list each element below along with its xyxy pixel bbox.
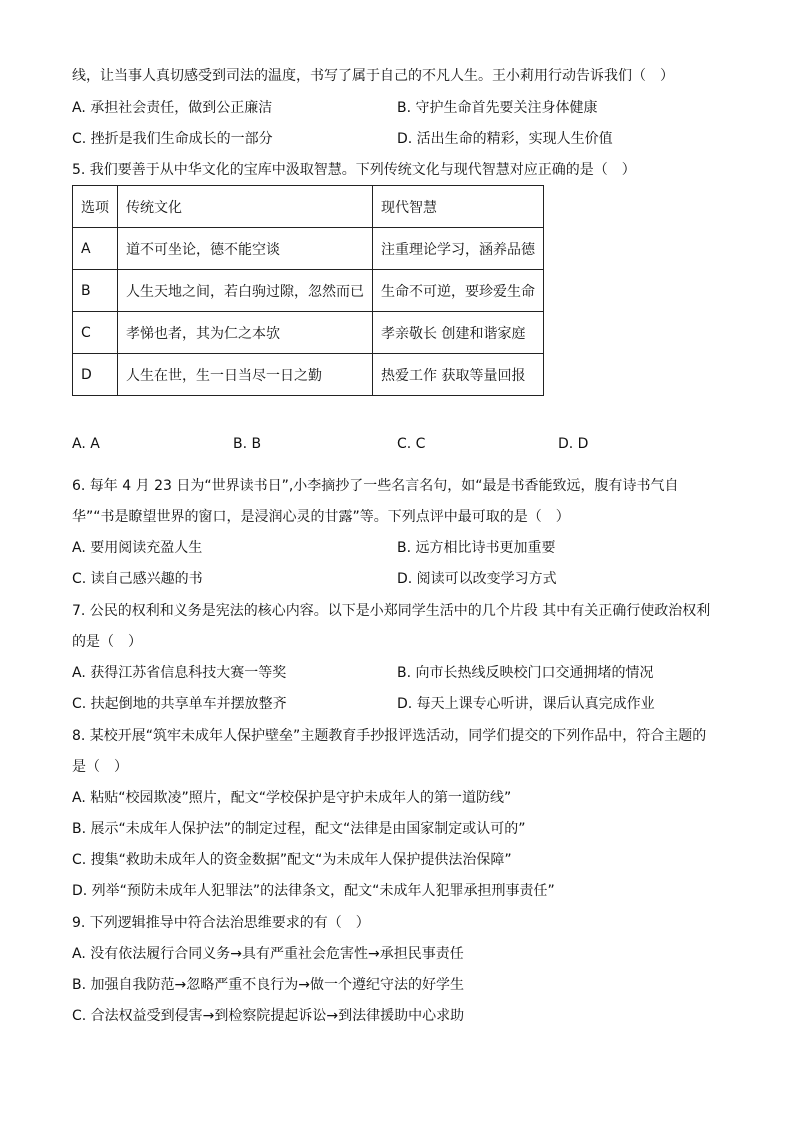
q6-option-d[interactable]: D. 阅读可以改变学习方式 bbox=[397, 571, 557, 587]
table-cell: 孝亲敬长 创建和谐家庭 bbox=[373, 312, 544, 354]
q9-option-c[interactable]: C. 合法权益受到侵害→到检察院提起诉讼→到法律援助中心求助 bbox=[72, 1008, 465, 1024]
q5-option-c[interactable]: C. C bbox=[397, 436, 426, 452]
q8-stem-line1: 8. 某校开展“筑牢未成年人保护壁垒”主题教育手抄报评选活动，同学们提交的下列作品中，符合主题的 bbox=[72, 728, 707, 744]
q8-option-d[interactable]: D. 列举“预防未成年人犯罪法”的法律条文，配文“未成年人犯罪承担刑事责任” bbox=[72, 883, 555, 899]
q8-option-b[interactable]: B. 展示“未成年人保护法”的制定过程，配文“法律是由国家制定或认可的” bbox=[72, 821, 526, 837]
table-cell: 人生天地之间，若白驹过隙，忽然而已 bbox=[118, 270, 373, 312]
table-row bbox=[73, 270, 544, 312]
table-cell: 生命不可逆，要珍爱生命 bbox=[373, 270, 544, 312]
q4-option-c[interactable]: C. 挫折是我们生命成长的一部分 bbox=[72, 131, 273, 147]
table-cell: 热爱工作 获取等量回报 bbox=[373, 354, 544, 396]
table-cell: 注重理论学习，涵养品德 bbox=[373, 228, 544, 270]
q6-option-a[interactable]: A. 要用阅读充盈人生 bbox=[72, 540, 203, 556]
q9-stem: 9. 下列逻辑推导中符合法治思维要求的有（ ） bbox=[72, 915, 370, 931]
q4-option-a[interactable]: A. 承担社会责任，做到公正廉洁 bbox=[72, 100, 273, 116]
q6-stem-line1: 6. 每年 4 月 23 日为“世界读书日”,小李摘抄了一些名言名句，如“最是书香能致远，腹有诗书气自 bbox=[72, 478, 679, 494]
table-cell: 人生在世，生一日当尽一日之勤 bbox=[118, 354, 373, 396]
q8-option-a[interactable]: A. 粘贴“校园欺凌”照片，配文“学校保护是守护未成年人的第一道防线” bbox=[72, 790, 512, 806]
q6-option-c[interactable]: C. 读自己感兴趣的书 bbox=[72, 571, 203, 587]
table-cell: 孝悌也者，其为仁之本欤 bbox=[118, 312, 373, 354]
table-cell: D bbox=[73, 354, 118, 396]
q4-option-b[interactable]: B. 守护生命首先要关注身体健康 bbox=[397, 100, 598, 116]
table-row bbox=[73, 354, 544, 396]
table-cell: C bbox=[73, 312, 118, 354]
q7-stem-line2: 的是（ ） bbox=[72, 634, 142, 650]
q6-stem-line2: 华”“书是瞭望世界的窗口，是浸润心灵的甘露”等。下列点评中最可取的是（ ） bbox=[72, 509, 570, 525]
q8-option-c[interactable]: C. 搜集“救助未成年人的资金数据”配文“为未成年人保护提供法治保障” bbox=[72, 852, 512, 868]
q4-option-d[interactable]: D. 活出生命的精彩，实现人生价值 bbox=[397, 131, 613, 147]
q6-option-b[interactable]: B. 远方相比诗书更加重要 bbox=[397, 540, 556, 556]
table-header-row bbox=[73, 186, 544, 228]
table-header-cell: 传统文化 bbox=[118, 186, 373, 228]
q7-option-d[interactable]: D. 每天上课专心听讲，课后认真完成作业 bbox=[397, 696, 655, 712]
q7-option-c[interactable]: C. 扶起倒地的共享单车并摆放整齐 bbox=[72, 696, 287, 712]
q5-table bbox=[72, 185, 544, 396]
q9-option-b[interactable]: B. 加强自我防范→忽略严重不良行为→做一个遵纪守法的好学生 bbox=[72, 977, 464, 993]
table-cell: B bbox=[73, 270, 118, 312]
table-cell: 道不可坐论，德不能空谈 bbox=[118, 228, 373, 270]
q5-option-b[interactable]: B. B bbox=[233, 436, 262, 452]
q9-option-a[interactable]: A. 没有依法履行合同义务→具有严重社会危害性→承担民事责任 bbox=[72, 946, 464, 962]
q5-stem: 5. 我们要善于从中华文化的宝库中汲取智慧。下列传统文化与现代智慧对应正确的是（ ） bbox=[72, 162, 636, 178]
q7-option-b[interactable]: B. 向市长热线反映校门口交通拥堵的情况 bbox=[397, 665, 654, 681]
q5-option-d[interactable]: D. D bbox=[558, 436, 589, 452]
q7-stem-line1: 7. 公民的权利和义务是宪法的核心内容。以下是小郑同学生活中的几个片段 其中有关正确行使政治权利 bbox=[72, 603, 711, 619]
table-header-cell: 选项 bbox=[73, 186, 118, 228]
q8-stem-line2: 是（ ） bbox=[72, 759, 128, 775]
table-header-cell: 现代智慧 bbox=[373, 186, 544, 228]
q7-option-a[interactable]: A. 获得江苏省信息科技大赛一等奖 bbox=[72, 665, 287, 681]
table-cell: A bbox=[73, 228, 118, 270]
table-row bbox=[73, 228, 544, 270]
q4-stem-tail: 线，让当事人真切感受到司法的温度，书写了属于自己的不凡人生。王小莉用行动告诉我们（ ） bbox=[72, 68, 674, 84]
q5-option-a[interactable]: A. A bbox=[72, 436, 100, 452]
table-row bbox=[73, 312, 544, 354]
